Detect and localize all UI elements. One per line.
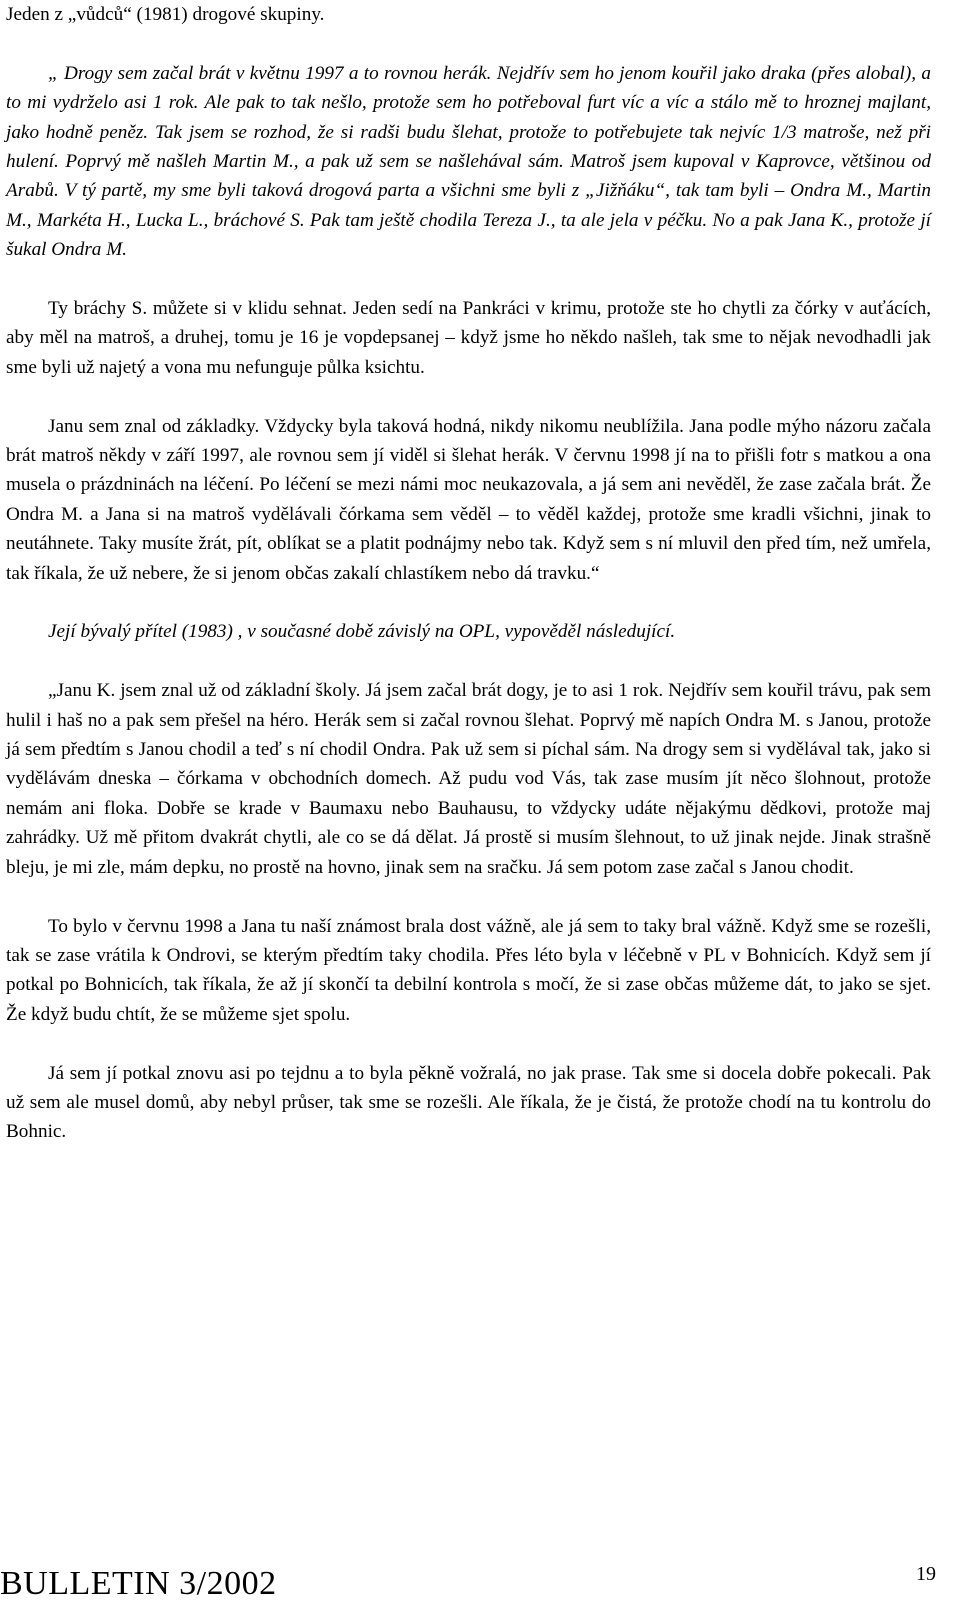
paragraph-4: „Janu K. jsem znal už od základní školy. Já jsem začal brát dogy, je to asi 1 rok. Nejdřív sem kouřil trávu, pak sem hulil i haš no a pak sem přešel na héro. Herák sem si začal rovnou šlehat. Poprvý mě napích Ondra M. s Janou, protože já sem předtím s Janou chodil a teď s ní chodil Ondra. Pak už sem si píchal sám. Na drogy sem si vydělával tak, jako si vydělávám dneska – čórkama v obchodních domech. Až pudu vod Vás, tak zase musím jít něco šlohnout, protože nemám ani floka. Dobře se krade v Baumaxu nebo Bauhausu, to vždycky udáte nějakýmu dědkovi, protože maj zahrádky. Už mě přitom dvakrát chytli, ale co se dá dělat. Já prostě si musím šlehnout, to už jinak nejde. Jinak strašně bleju, je mi zle, mám depku, no prostě na hovno, jinak sem na sračku. Já sem potom zase začal s Janou chodit. [6,680,931,878]
spacer [6,29,931,58]
quote-paragraph-1: „ Drogy sem začal brát v květnu 1997 a to rovnou herák. Nejdřív sem ho jenom kouřil jako draka (přes alobal), a to mi vydrželo asi 1 rok. Ale pak to tak nešlo, protože sem ho potřeboval furt víc a víc a stálo mě to hroznej majlant, jako hodně peněz. Tak jsem se rozhod, že si radši budu šlehat, protože to potřebujete tak nejvíc 1/3 matroše, než při hulení. Poprvý mě našleh Martin M., a pak už sem se našlehával sám. Matroš jsem kupoval v Kaprovce, většinou od Arabů. V tý partě, my sme byli taková drogová parta a všichni sme byli z „Jižňáku“, tak tam byli – Ondra M., Martin M., Markéta H., Lucka L., bráchové S. Pak tam ještě chodila Tereza J., ta ale jela v péčku. No a pak Jana K., protože jí šukal Ondra M. [6,62,931,261]
spacer [6,265,931,294]
page-number: 19 [916,1563,936,1585]
spacer [6,1029,931,1058]
section-heading: Její bývalý přítel (1983) , v současné době závislý na OPL, vypověděl následující. [48,621,676,643]
intro-line: Jeden z „vůdců“ (1981) drogové skupiny. [6,4,325,25]
spacer [6,382,931,411]
paragraph-3: Janu sem znal od základky. Vždycky byla taková hodná, nikdy nikomu neublížila. Jana podle mýho názoru začala brát matroš někdy v září 1997, ale rovnou sem jí viděl si šlehat herák. V červnu 1998 jí na to přišli fotr s matkou a ona musela o prázdninách na léčení. Po léčení se mezi námi moc neukazovala, a já sem ani nevěděl, že zase začala brát. Že Ondra M. a Jana si na matroš vydělávali čórkama sem věděl – to věděl každej, protože sme kradli všichni, jinak to neutáhnete. Taky musíte žrát, pít, oblíkat se a platit podnájmy nebo tak. Když sem s ní mluvil den před tím, než umřela, tak říkala, že už nebere, že si jenom občas zakalí chlastíkem nebo dá travku.“ [6,415,931,584]
article-body [6,0,931,1147]
paragraph-2: Ty bráchy S. můžete si v klidu sehnat. Jeden sedí na Pankráci v krimu, protože ste ho chytli za čórky v auťácích, aby měl na matroš, a druhej, tomu je 16 je vopdepsanej – když jsme ho někdo našleh, tak sme to nějak nevodhadli jak sme byli už najetý a vona mu nefunguje půlka ksichtu. [6,298,931,378]
spacer [6,588,931,617]
spacer [6,882,931,911]
paragraph-6: Já sem jí potkal znovu asi po tejdnu a to byla pěkně vožralá, no jak prase. Tak sme si docela dobře pokecali. Pak už sem ale musel domů, aby nebyl průser, tak sme se rozešli. Ale říkala, že je čistá, že protože chodí na tu kontrolu do Bohnic. [6,1062,931,1143]
spacer [6,647,931,676]
paragraph-5: To bylo v červnu 1998 a Jana tu naší známost brala dost vážně, ale já sem to taky bral vážně. Když sme se rozešli, tak se zase vrátila k Ondrovi, se kterým předtím taky chodila. Přes léto byla v léčebně v PL v Bohnicích. Když sem jí potkal po Bohnicích, tak říkala, že až jí skončí ta debilní kontrola s močí, že si zase občas můžeme dát, to jako se sjet. Že když budu chtít, že se můžeme sjet spolu. [6,915,931,1025]
bulletin-title: BULLETIN 3/2002 [0,1565,277,1602]
